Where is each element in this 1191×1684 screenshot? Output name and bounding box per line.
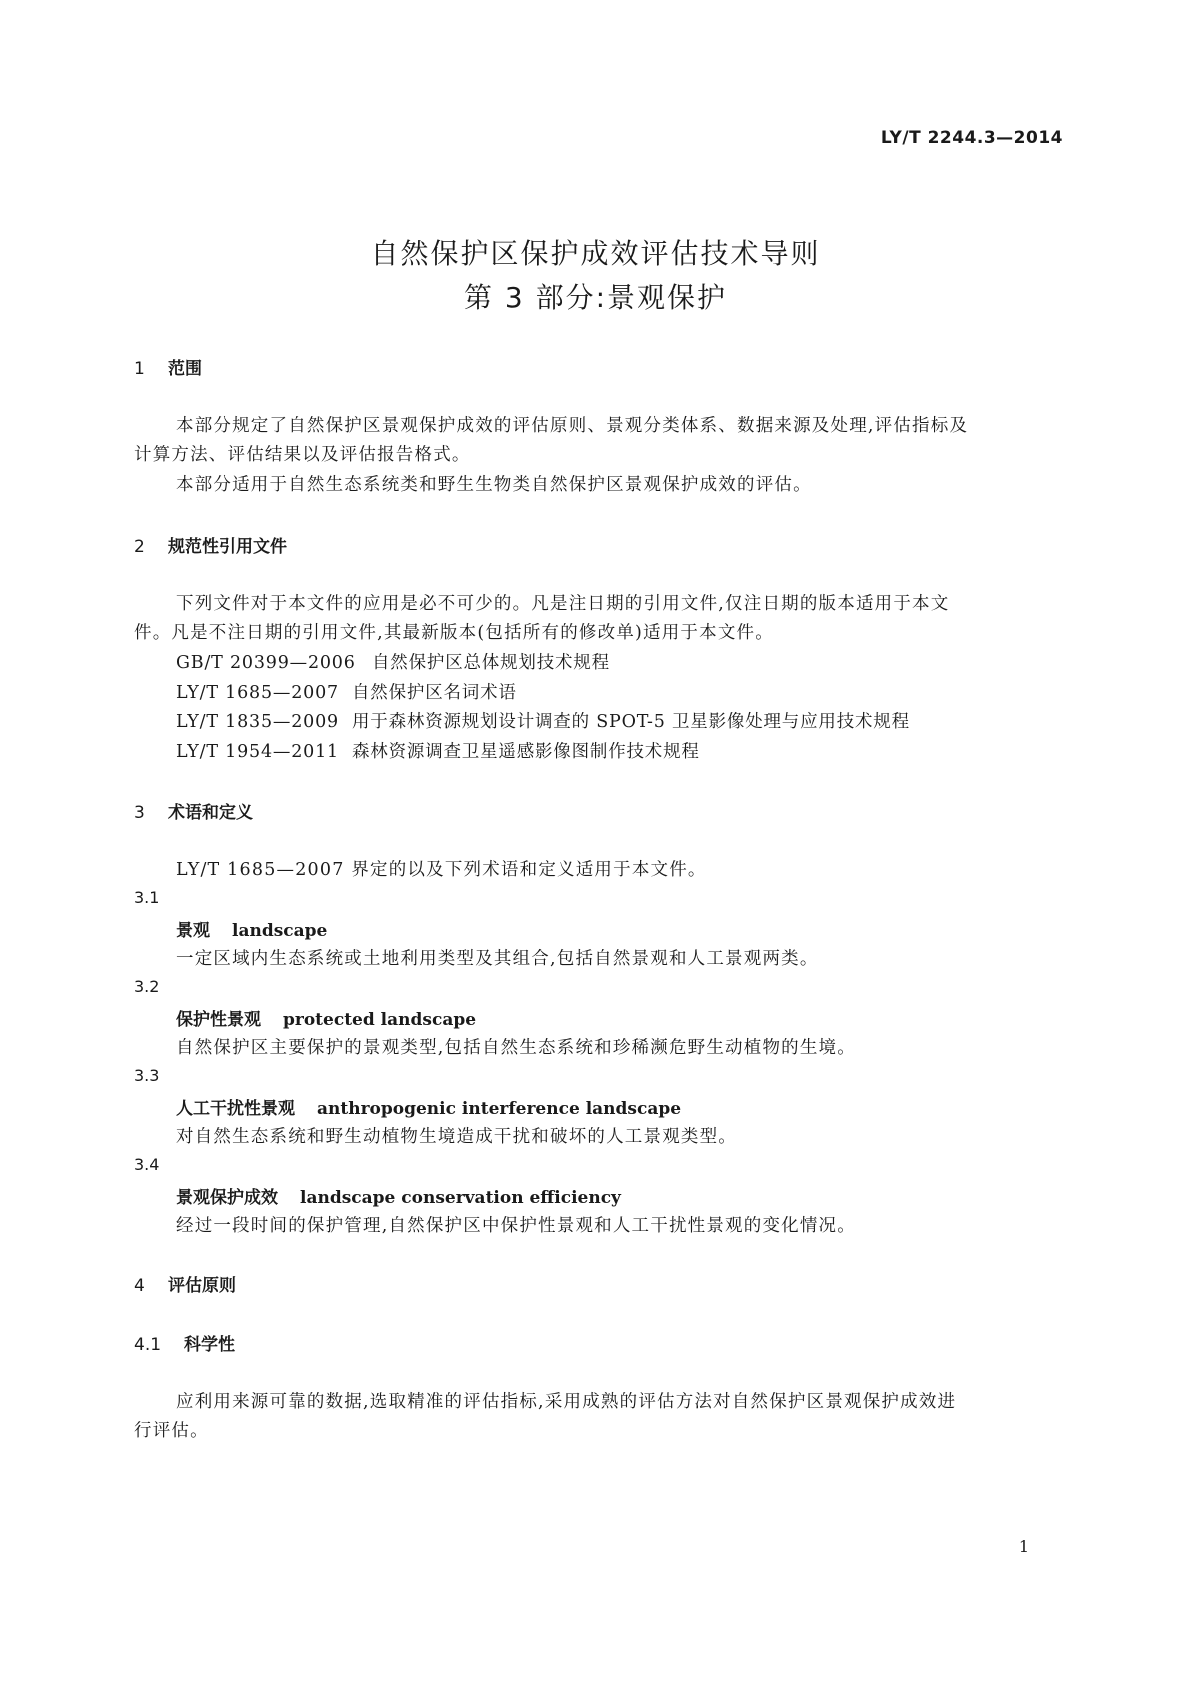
- section-number: 3: [134, 803, 145, 823]
- document-subtitle: 第 3 部分:景观保护: [463, 281, 728, 314]
- term-en: anthropogenic interference landscape: [317, 1099, 682, 1119]
- paragraph-line: 件。凡是不注日期的引用文件,其最新版本(包括所有的修改单)适用于本文件。: [134, 623, 774, 643]
- subsection-heading-4-1: [134, 1330, 235, 1355]
- reference-item: [176, 738, 700, 763]
- term-number: 3.1: [134, 888, 160, 907]
- document-title: 自然保护区保护成效评估技术导则: [370, 237, 821, 270]
- term-heading: [176, 1183, 621, 1208]
- section-number: 2: [134, 537, 145, 557]
- term-number: 3.4: [134, 1155, 160, 1174]
- reference-item: [176, 679, 517, 704]
- section-heading-3: [134, 798, 253, 823]
- subsection-title: 科学性: [184, 1335, 235, 1355]
- section-heading-2: [134, 532, 287, 557]
- term-zh: 人工干扰性景观: [176, 1099, 295, 1119]
- reference-code: GB/T 20399—2006: [176, 653, 356, 673]
- reference-title: 森林资源调查卫星遥感影像图制作技术规程: [352, 742, 700, 762]
- reference-title: 自然保护区总体规划技术规程: [372, 653, 610, 673]
- term-definition: 自然保护区主要保护的景观类型,包括自然生态系统和珍稀濒危野生动植物的生境。: [176, 1038, 856, 1058]
- reference-item: [176, 649, 610, 674]
- paragraph-line: 计算方法、评估结果以及评估报告格式。: [134, 445, 471, 465]
- reference-item: [176, 708, 910, 733]
- term-definition: 一定区域内生态系统或土地利用类型及其组合,包括自然景观和人工景观两类。: [176, 949, 819, 969]
- term-en: protected landscape: [283, 1010, 477, 1030]
- standard-number: LY/T 2244.3—2014: [880, 128, 1063, 148]
- term-definition: 经过一段时间的保护管理,自然保护区中保护性景观和人工干扰性景观的变化情况。: [176, 1216, 856, 1236]
- term-zh: 景观: [176, 921, 210, 941]
- paragraph-line: LY/T 1685—2007 界定的以及下列术语和定义适用于本文件。: [176, 860, 707, 880]
- term-definition: 对自然生态系统和野生动植物生境造成干扰和破坏的人工景观类型。: [176, 1127, 737, 1147]
- section-number: 4: [134, 1276, 145, 1296]
- term-zh: 保护性景观: [176, 1010, 261, 1030]
- section-heading-4: [134, 1271, 236, 1296]
- section-title: 术语和定义: [168, 803, 253, 823]
- paragraph-line: 应利用来源可靠的数据,选取精准的评估指标,采用成熟的评估方法对自然保护区景观保护成效进: [176, 1392, 957, 1412]
- term-heading: [176, 1094, 681, 1119]
- section-title: 范围: [168, 359, 202, 379]
- subsection-number: 4.1: [134, 1335, 162, 1355]
- paragraph-line: 行评估。: [134, 1421, 209, 1441]
- term-heading: [176, 916, 327, 941]
- paragraph-line: 本部分规定了自然保护区景观保护成效的评估原则、景观分类体系、数据来源及处理,评估指标及: [176, 416, 969, 436]
- section-number: 1: [134, 359, 145, 379]
- reference-title: 用于森林资源规划设计调查的 SPOT-5 卫星影像处理与应用技术规程: [352, 712, 910, 732]
- term-number: 3.3: [134, 1066, 160, 1085]
- paragraph-line: 本部分适用于自然生态系统类和野生生物类自然保护区景观保护成效的评估。: [176, 475, 812, 495]
- reference-title: 自然保护区名词术语: [352, 683, 517, 703]
- term-en: landscape: [232, 921, 328, 941]
- reference-code: LY/T 1954—2011: [176, 742, 339, 762]
- paragraph-line: 下列文件对于本文件的应用是必不可少的。凡是注日期的引用文件,仅注日期的版本适用于本文: [176, 594, 950, 614]
- reference-code: LY/T 1835—2009: [176, 712, 339, 732]
- section-title: 评估原则: [168, 1276, 236, 1296]
- term-heading: [176, 1005, 476, 1030]
- section-title: 规范性引用文件: [168, 537, 287, 557]
- section-heading-1: [134, 354, 202, 379]
- term-zh: 景观保护成效: [176, 1188, 278, 1208]
- term-en: landscape conservation efficiency: [300, 1188, 621, 1208]
- reference-code: LY/T 1685—2007: [176, 683, 339, 703]
- term-number: 3.2: [134, 977, 160, 996]
- page-number: 1: [1018, 1537, 1029, 1556]
